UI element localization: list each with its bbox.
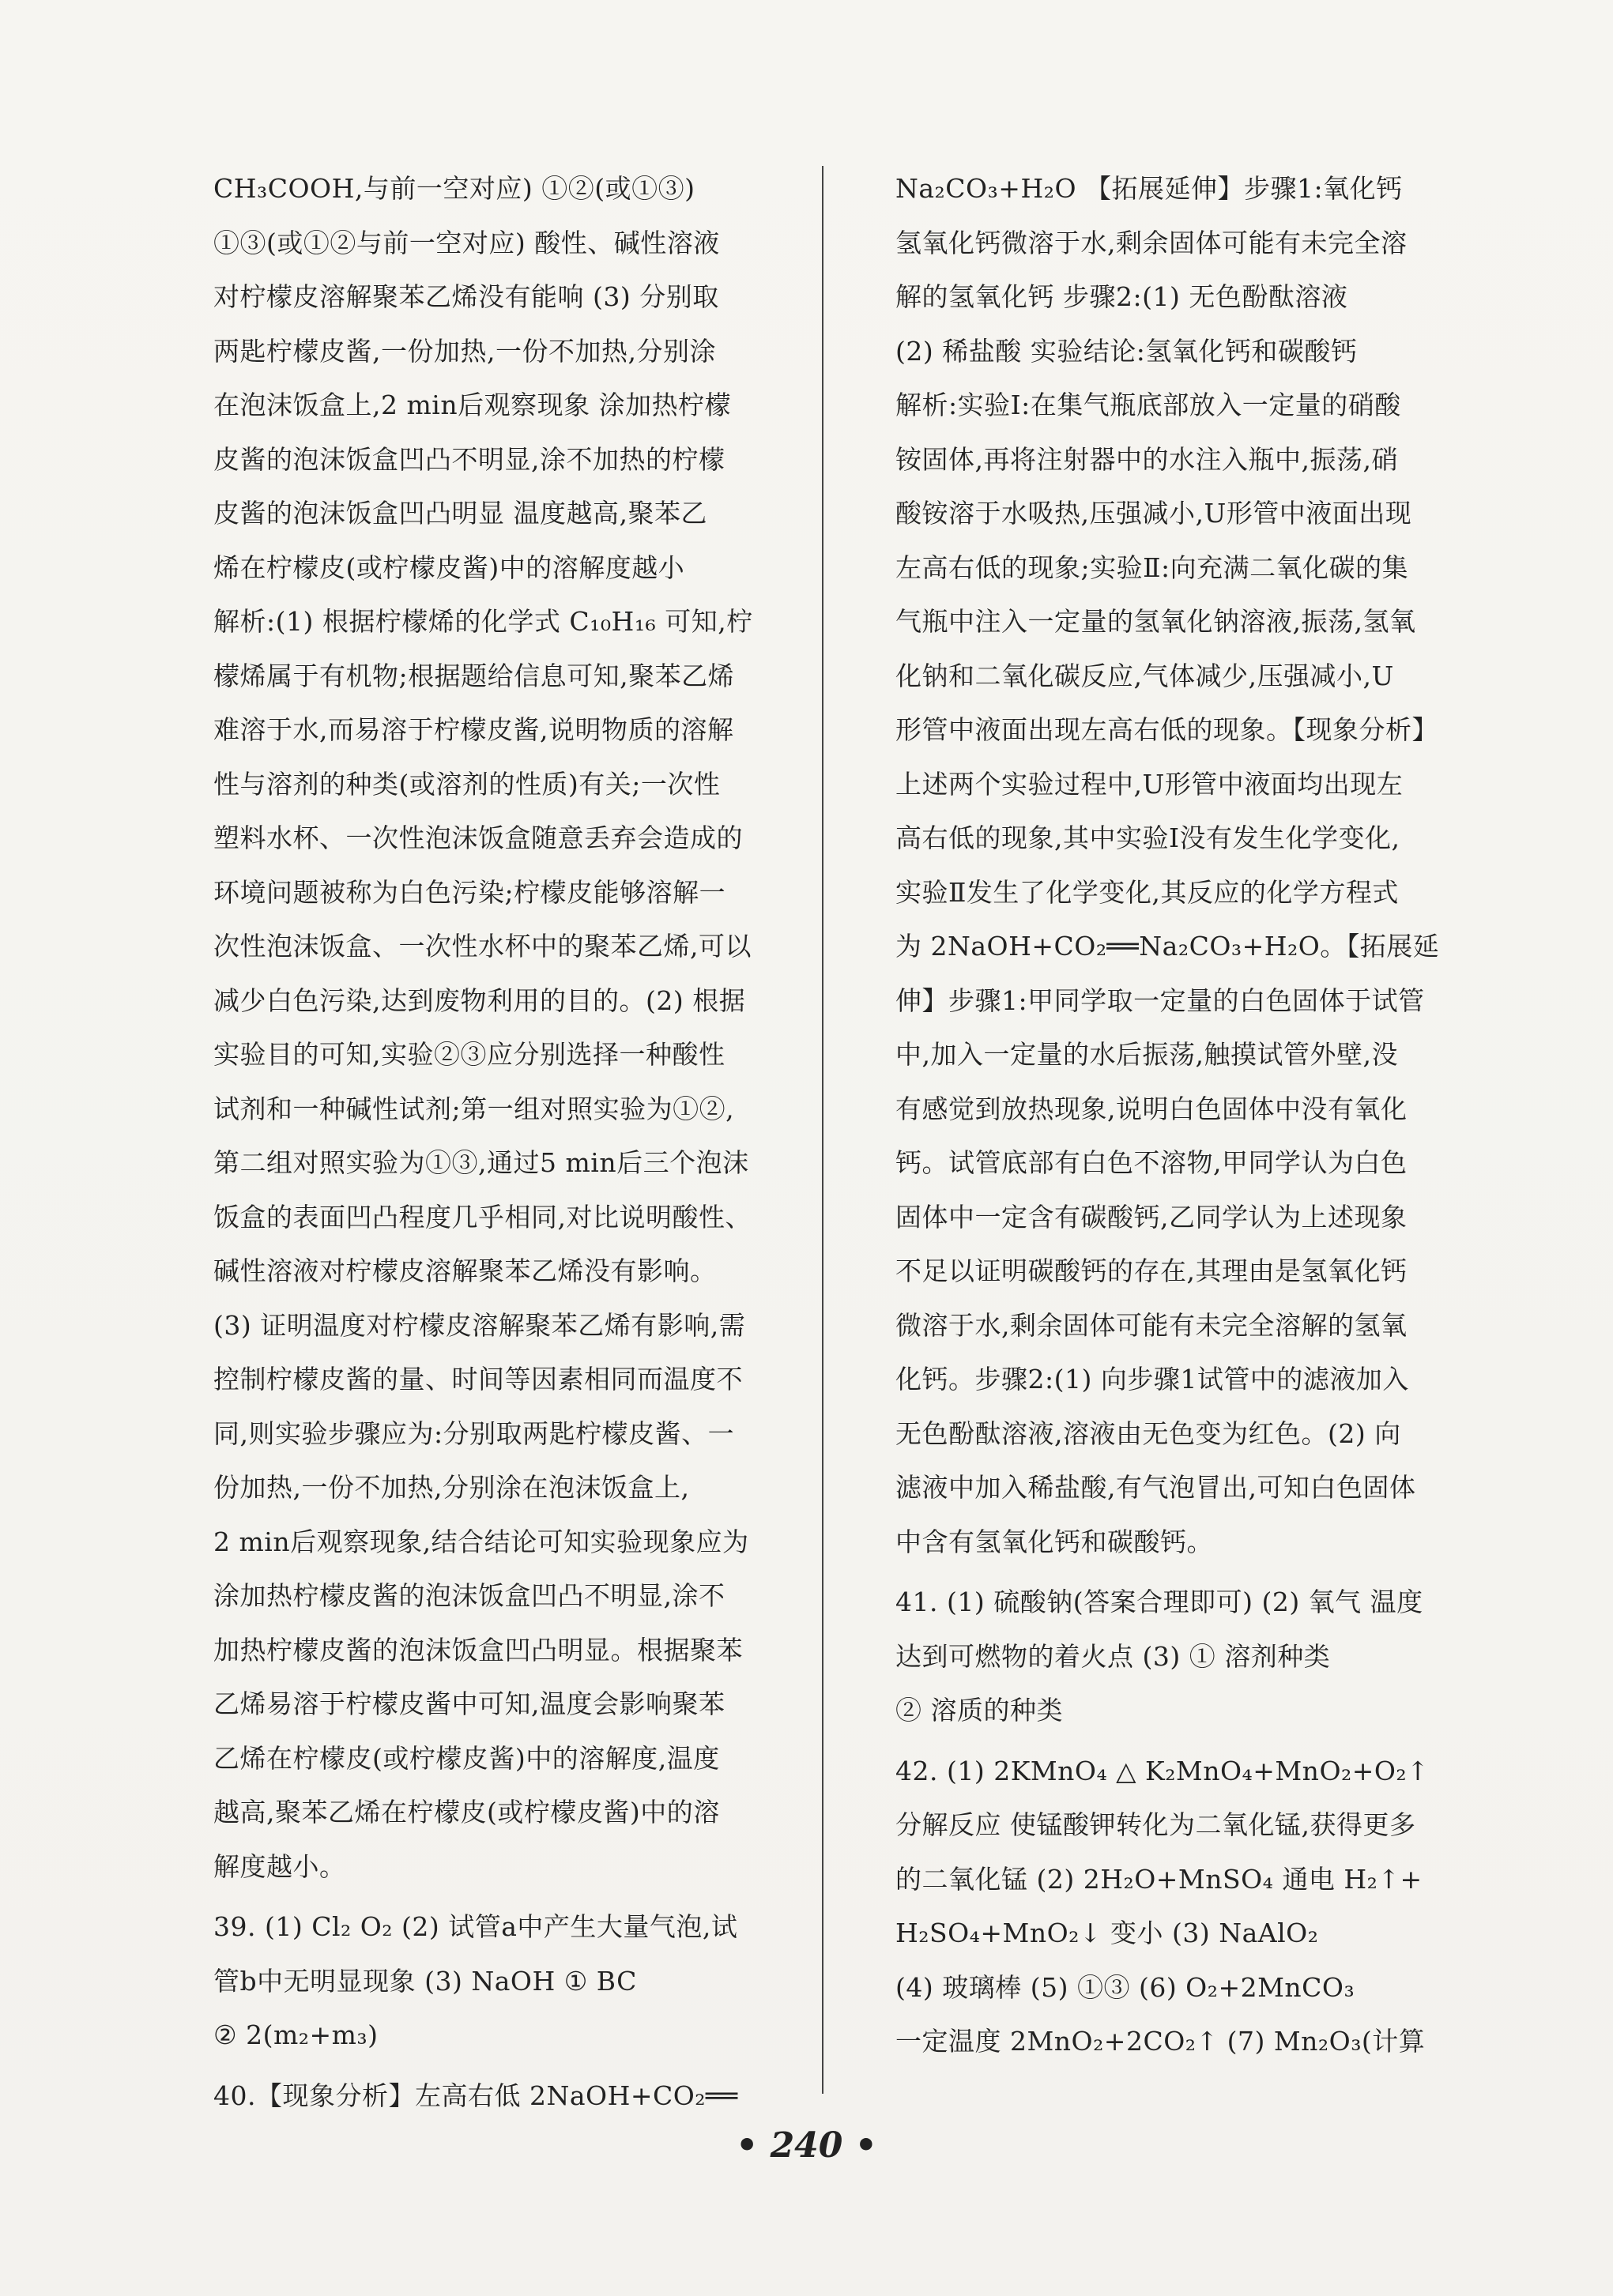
- left-column-line: 解析:(1) 根据柠檬烯的化学式 C₁₀H₁₆ 可知,柠: [213, 606, 753, 637]
- page-number: • 240 •: [736, 2125, 877, 2166]
- right-column-line: 中含有氢氧化钙和碳酸钙。: [895, 1526, 1213, 1557]
- left-column-line: 次性泡沫饭盒、一次性水杯中的聚苯乙烯,可以: [213, 931, 752, 962]
- right-column-line: 化钙。步骤2:(1) 向步骤1试管中的滤液加入: [895, 1364, 1409, 1395]
- right-column-line: 41. (1) 硫酸钠(答案合理即可) (2) 氧气 温度: [895, 1586, 1423, 1617]
- right-column: [895, 162, 1496, 2069]
- left-column-line: 第二组对照实验为①③,通过5 min后三个泡沫: [213, 1147, 749, 1178]
- right-column-line: 分解反应 使锰酸钾转化为二氧化锰,获得更多: [895, 1809, 1416, 1840]
- left-column-line: 碱性溶液对柠檬皮溶解聚苯乙烯没有影响。: [213, 1255, 717, 1286]
- left-column-line: 减少白色污染,达到废物利用的目的。(2) 根据: [213, 984, 746, 1016]
- right-column-line: ② 溶质的种类: [895, 1695, 1063, 1726]
- left-column-line: 份加热,一份不加热,分别涂在泡沫饭盒上,: [213, 1472, 690, 1503]
- left-column-line: (3) 证明温度对柠檬皮溶解聚苯乙烯有影响,需: [213, 1309, 746, 1341]
- left-column-line: 皮酱的泡沫饭盒凹凸不明显,涂不加热的柠檬: [213, 443, 725, 475]
- right-column-line: 无色酚酞溶液,溶液由无色变为红色。(2) 向: [895, 1417, 1401, 1449]
- right-column-line: 固体中一定含有碳酸钙,乙同学认为上述现象: [895, 1201, 1408, 1233]
- right-column-line: 中,加入一定量的水后振荡,触摸试管外壁,没: [895, 1039, 1398, 1070]
- left-column-line: 在泡沫饭盒上,2 min后观察现象 涂加热柠檬: [213, 390, 732, 420]
- right-column-line: 有感觉到放热现象,说明白色固体中没有氧化: [895, 1093, 1408, 1124]
- left-column-line: 难溶于水,而易溶于柠檬皮酱,说明物质的溶解: [213, 714, 734, 745]
- column-divider: [822, 166, 823, 2094]
- left-column-line: 乙烯在柠檬皮(或柠檬皮酱)中的溶解度,温度: [213, 1742, 720, 1774]
- right-column-line: Na₂CO₃+H₂O 【拓展延伸】步骤1:氧化钙: [895, 173, 1403, 204]
- left-column-line: 对柠檬皮溶解聚苯乙烯没有能响 (3) 分别取: [213, 281, 719, 312]
- right-column-line: 42. (1) 2KMnO₄ △ K₂MnO₄+MnO₂+O₂↑: [895, 1755, 1430, 1786]
- left-column-line: 性与溶剂的种类(或溶剂的性质)有关;一次性: [213, 768, 721, 800]
- left-column-line: 环境问题被称为白色污染;柠檬皮能够溶解一: [213, 876, 726, 908]
- left-column-line: 饭盒的表面凹凸程度几乎相同,对比说明酸性、: [213, 1201, 752, 1233]
- left-column-line: 两匙柠檬皮酱,一份加热,一份不加热,分别涂: [213, 335, 716, 367]
- right-column-line: 的二氧化锰 (2) 2H₂O+MnSO₄ 通电 H₂↑+: [895, 1863, 1423, 1895]
- left-column-line: 涂加热柠檬皮酱的泡沫饭盒凹凸不明显,涂不: [213, 1580, 725, 1611]
- left-column-line: 檬烯属于有机物;根据题给信息可知,聚苯乙烯: [213, 660, 735, 691]
- right-column-line: H₂SO₄+MnO₂↓ 变小 (3) NaAlO₂: [895, 1918, 1319, 1948]
- left-column: [213, 162, 814, 2123]
- right-column-line: 气瓶中注入一定量的氢氧化钠溶液,振荡,氢氧: [895, 606, 1416, 637]
- left-column-line: 乙烯易溶于柠檬皮酱中可知,温度会影响聚苯: [213, 1688, 725, 1719]
- right-column-line: 一定温度 2MnO₂+2CO₂↑ (7) Mn₂O₃(计算: [895, 2026, 1426, 2057]
- left-column-line: 同,则实验步骤应为:分别取两匙柠檬皮酱、一: [213, 1417, 735, 1449]
- left-column-line: 管b中无明显现象 (3) NaOH ① BC: [213, 1965, 637, 1997]
- right-column-line: 高右低的现象,其中实验Ⅰ没有发生化学变化,: [895, 822, 1400, 853]
- right-column-line: 解析:实验Ⅰ:在集气瓶底部放入一定量的硝酸: [895, 390, 1401, 420]
- right-column-line: 为 2NaOH+CO₂══Na₂CO₃+H₂O。【拓展延: [895, 931, 1440, 962]
- left-column-line: 2 min后观察现象,结合结论可知实验现象应为: [213, 1526, 749, 1557]
- left-column-line: ①③(或①②与前一空对应) 酸性、碱性溶液: [213, 227, 720, 258]
- right-column-line: 氢氧化钙微溶于水,剩余固体可能有未完全溶: [895, 227, 1408, 258]
- left-column-line: 解度越小。: [213, 1850, 346, 1882]
- left-column-line: 控制柠檬皮酱的量、时间等因素相同而温度不: [213, 1364, 743, 1395]
- right-column-line: 酸铵溶于水吸热,压强减小,U形管中液面出现: [895, 498, 1412, 529]
- left-column-line: 试剂和一种碱性试剂;第一组对照实验为①②,: [213, 1093, 735, 1124]
- right-column-line: 左高右低的现象;实验Ⅱ:向充满二氧化碳的集: [895, 551, 1409, 583]
- left-column-line: 加热柠檬皮酱的泡沫饭盒凹凸明显。根据聚苯: [213, 1634, 743, 1666]
- left-column-line: 39. (1) Cl₂ O₂ (2) 试管a中产生大量气泡,试: [213, 1911, 738, 1942]
- right-column-line: 不足以证明碳酸钙的存在,其理由是氢氧化钙: [895, 1255, 1408, 1286]
- right-column-line: 达到可燃物的着火点 (3) ① 溶剂种类: [895, 1640, 1331, 1672]
- right-column-line: 铵固体,再将注射器中的水注入瓶中,振荡,硝: [895, 443, 1398, 475]
- left-column-line: ② 2(m₂+m₃): [213, 2019, 379, 2050]
- right-column-line: 实验Ⅱ发生了化学变化,其反应的化学方程式: [895, 876, 1399, 908]
- right-column-line: 钙。试管底部有白色不溶物,甲同学认为白色: [895, 1147, 1408, 1178]
- left-column-line: CH₃COOH,与前一空对应) ①②(或①③): [213, 173, 695, 204]
- right-column-line: 上述两个实验过程中,U形管中液面均出现左: [895, 768, 1404, 800]
- right-column-line: 微溶于水,剩余固体可能有未完全溶解的氢氧: [895, 1309, 1408, 1341]
- left-column-line: 皮酱的泡沫饭盒凹凸明显 温度越高,聚苯乙: [213, 498, 707, 529]
- left-column-line: 实验目的可知,实验②③应分别选择一种酸性: [213, 1039, 725, 1070]
- right-column-line: 滤液中加入稀盐酸,有气泡冒出,可知白色固体: [895, 1472, 1416, 1503]
- right-column-line: 解的氢氧化钙 步骤2:(1) 无色酚酞溶液: [895, 281, 1348, 312]
- left-column-line: 40.【现象分析】左高右低 2NaOH+CO₂══: [213, 2080, 738, 2111]
- right-column-line: (2) 稀盐酸 实验结论:氢氧化钙和碳酸钙: [895, 335, 1358, 367]
- left-column-line: 越高,聚苯乙烯在柠檬皮(或柠檬皮酱)中的溶: [213, 1797, 720, 1827]
- right-column-line: 化钠和二氧化碳反应,气体减少,压强减小,U: [895, 660, 1394, 691]
- right-column-line: 形管中液面出现左高右低的现象。【现象分析】: [895, 714, 1438, 745]
- right-column-line: (4) 玻璃棒 (5) ①③ (6) O₂+2MnCO₃: [895, 1971, 1355, 2003]
- left-column-line: 烯在柠檬皮(或柠檬皮酱)中的溶解度越小: [213, 551, 685, 583]
- right-column-line: 伸】步骤1:甲同学取一定量的白色固体于试管: [895, 984, 1425, 1016]
- left-column-line: 塑料水杯、一次性泡沫饭盒随意丢弃会造成的: [213, 822, 743, 853]
